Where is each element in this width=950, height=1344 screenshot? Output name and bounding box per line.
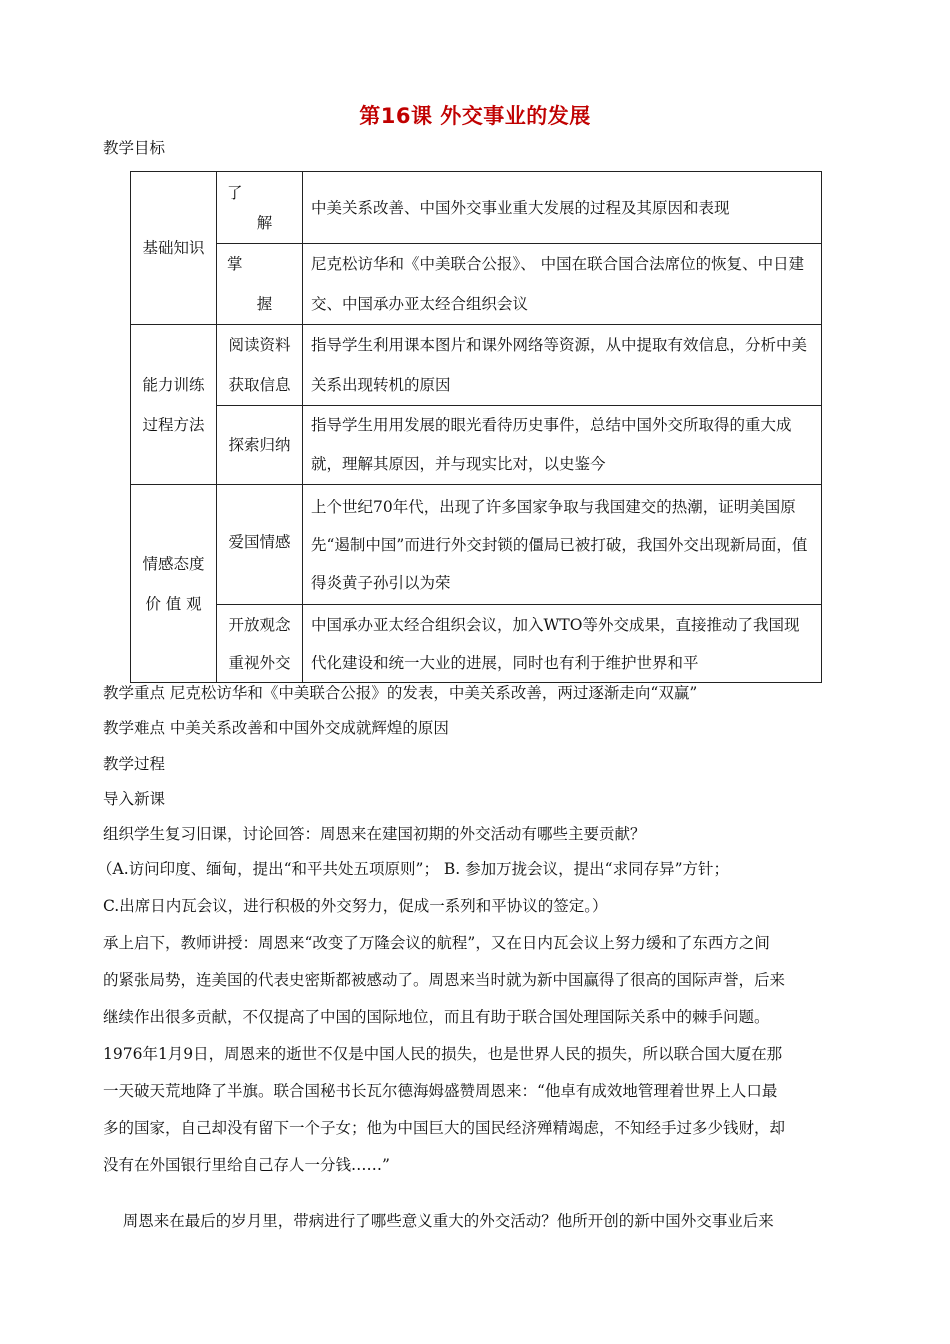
paragraph-review-question: 组织学生复习旧课，讨论回答：周恩来在建国初期的外交活动有哪些主要贡献？ (103, 825, 646, 843)
difficulty: 教学难点 中美关系改善和中国外交成就辉煌的原因 (103, 719, 449, 737)
sub-label: 了 (227, 183, 243, 202)
sub-explore (217, 406, 303, 485)
sub-label: 探索归纳 (228, 435, 291, 454)
paragraph-lecture-line: 的紧张局势，连美国的代表史密斯都被感动了。周恩来当时就为新中国赢得了很高的国际声誉，后来 (103, 971, 786, 989)
sub-label: 掌 (227, 255, 243, 273)
category-basic-knowledge (131, 172, 217, 325)
category-emotion-values (131, 485, 217, 683)
table-row (131, 485, 822, 605)
sub-label: 阅读资料 (228, 336, 291, 354)
category-label: 价 值 观 (145, 594, 202, 613)
sub-label: 获取信息 (228, 376, 291, 394)
table-row (131, 172, 822, 244)
sub-label: 开放观念 (228, 615, 291, 634)
paragraph-followup-question: 周恩来在最后的岁月里，带病进行了哪些意义重大的外交活动？他所开创的新中国外交事业后来 (103, 1212, 774, 1230)
table-row (131, 605, 822, 683)
category-label: 基础知识 (142, 239, 205, 257)
sub-read-materials (217, 325, 303, 406)
paragraph-answer-c: C.出席日内瓦会议，进行积极的外交努力，促成一系列和平协议的签定。） (103, 897, 608, 915)
sub-label: 重视外交 (228, 653, 291, 672)
key-point: 教学重点 尼克松访华和《中美联合公报》的发表，中美关系改善，两过逐渐走向“双赢” (103, 684, 698, 702)
table-row (131, 244, 822, 325)
sub-patriotism (217, 485, 303, 605)
teaching-goals-table (130, 171, 822, 683)
sub-understand (217, 172, 303, 244)
sub-label: 握 (256, 295, 273, 313)
sub-label: 爱国情感 (228, 533, 291, 551)
paragraph-lecture-line: 多的国家，自己却没有留下一个子女；他为中国巨大的国民经济殚精竭虑，不知经手过多少钱财，却 (103, 1119, 786, 1137)
sub-master (217, 244, 303, 325)
goals-heading: 教学目标 (103, 139, 166, 157)
sub-label: 解 (256, 213, 273, 232)
table-row (131, 325, 822, 406)
open-description: 中国承办亚太经合组织会议，加入WTO等外交成果，直接推动了我国现代化建设和统一大业的进展，同时也有利于维护世界和平 (303, 605, 822, 683)
paragraph-lecture-line: 承上启下，教师讲授：周恩来“改变了万隆会议的航程”，又在日内瓦会议上努力缓和了东西方之间 (103, 934, 770, 952)
process-heading: 教学过程 (103, 755, 166, 773)
category-label: 情感态度 (142, 554, 205, 573)
read-description: 指导学生利用课本图片和课外网络等资源，从中提取有效信息，分析中美关系出现转机的原因 (303, 325, 822, 406)
paragraph-answer-ab: （A.访问印度、缅甸，提出“和平共处五项原则”； B. 参加万拢会议，提出“求同存异”方针； (97, 860, 729, 878)
intro-heading: 导入新课 (103, 790, 166, 808)
category-label: 能力训练 (142, 375, 205, 394)
paragraph-lecture-line: 1976年1月9日，周恩来的逝世不仅是中国人民的损失，也是世界人民的损失，所以联合国大厦在那 (103, 1045, 783, 1063)
paragraph-lecture-line: 一天破天荒地降了半旗。联合国秘书长瓦尔德海姆盛赞周恩来：“他卓有成效地管理着世界上人口最 (103, 1082, 778, 1100)
master-description: 尼克松访华和《中美联合公报》、 中国在联合国合法席位的恢复、中日建交、中国承办亚太经合组织会议 (303, 244, 822, 325)
category-label: 过程方法 (142, 415, 205, 434)
page-title: 第16课 外交事业的发展 (359, 104, 591, 128)
patriot-description: 上个世纪70年代，出现了许多国家争取与我国建交的热潮，证明美国原先“遏制中国”而进行外交封锁的僵局已被打破，我国外交出现新局面，值得炎黄子孙引以为荣 (303, 485, 822, 605)
category-ability-training (131, 325, 217, 485)
paragraph-lecture-line: 没有在外国银行里给自己存人一分钱……” (103, 1156, 390, 1174)
paragraph-lecture-line: 继续作出很多贡献，不仅提高了中国的国际地位，而且有助于联合国处理国际关系中的棘手问题。 (103, 1008, 770, 1026)
understand-description: 中美关系改善、中国外交事业重大发展的过程及其原因和表现 (303, 172, 822, 244)
sub-open-mind (217, 605, 303, 683)
explore-description: 指导学生用用发展的眼光看待历史事件，总结中国外交所取得的重大成就，理解其原因，并与现实比对，以史鉴今 (303, 406, 822, 485)
table-row (131, 406, 822, 485)
